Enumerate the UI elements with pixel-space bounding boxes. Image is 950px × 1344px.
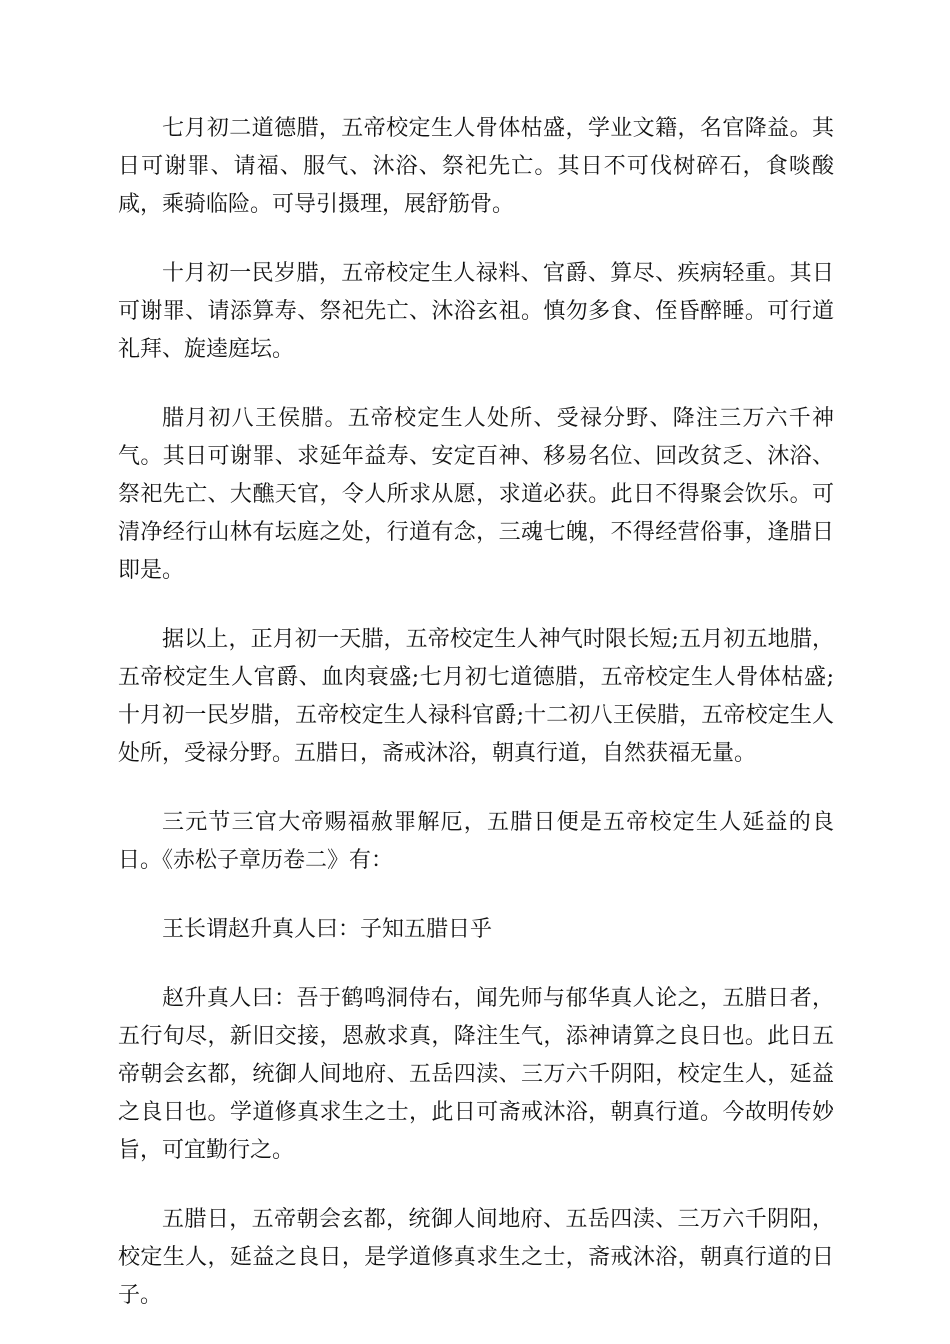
paragraph-1: 七月初二道德腊，五帝校定生人骨体枯盛，学业文籍，名官降益。其日可谢罪、请福、服气、沐浴、祭祀先亡。其日不可伐树碎石，食啖酸咸，乘骑临险。可导引摄理，展舒筋骨。 (118, 116, 834, 217)
paragraph-5: 三元节三官大帝赐福赦罪解厄，五腊日便是五帝校定生人延益的良日。《赤松子章历卷二》有： (118, 810, 834, 873)
paragraph-8: 五腊日，五帝朝会玄都，统御人间地府、五岳四渎、三万六千阴阳，校定生人，延益之良日，是学道修真求生之士，斋戒沐浴，朝真行道的日子。 (118, 1207, 834, 1308)
paragraph-7: 赵升真人曰：吾于鹤鸣洞侍右，闻先师与郁华真人论之，五腊日者，五行旬尽，新旧交接，恩赦求真，降注生气，添神请算之良日也。此日五帝朝会玄都，统御人间地府、五岳四渎、三万六千阴阳，校定生人，延益之良日也。学道修真求生之士，此日可斋戒沐浴，朝真行道。今故明传妙旨，可宜勤行之。 (118, 986, 834, 1163)
paragraph-6: 王长谓赵升真人曰：子知五腊日乎 (162, 917, 493, 942)
document-body (118, 110, 834, 1315)
paragraph-3: 腊月初八王侯腊。五帝校定生人处所、受禄分野、降注三万六千神气。其日可谢罪、求延年益寿、安定百神、移易名位、回改贫乏、沐浴、祭祀先亡、大醮天官，令人所求从愿，求道必获。此日不得聚会饮乐。可清净经行山林有坛庭之处，行道有念，三魂七魄，不得经营俗事，逢腊日即是。 (118, 406, 834, 583)
paragraph-4: 据以上，正月初一天腊，五帝校定生人神气时限长短;五月初五地腊，五帝校定生人官爵、血肉衰盛;七月初七道德腊，五帝校定生人骨体枯盛;十月初一民岁腊，五帝校定生人禄科官爵;十二初八王侯腊，五帝校定生人处所，受禄分野。五腊日，斋戒沐浴，朝真行道，自然获福无量。 (118, 627, 834, 766)
paragraph-2: 十月初一民岁腊，五帝校定生人禄料、官爵、算尽、疾病轻重。其日可谢罪、请添算寿、祭祀先亡、沐浴玄祖。慎勿多食、侄昏醉睡。可行道礼拜、旋逵庭坛。 (118, 261, 834, 362)
